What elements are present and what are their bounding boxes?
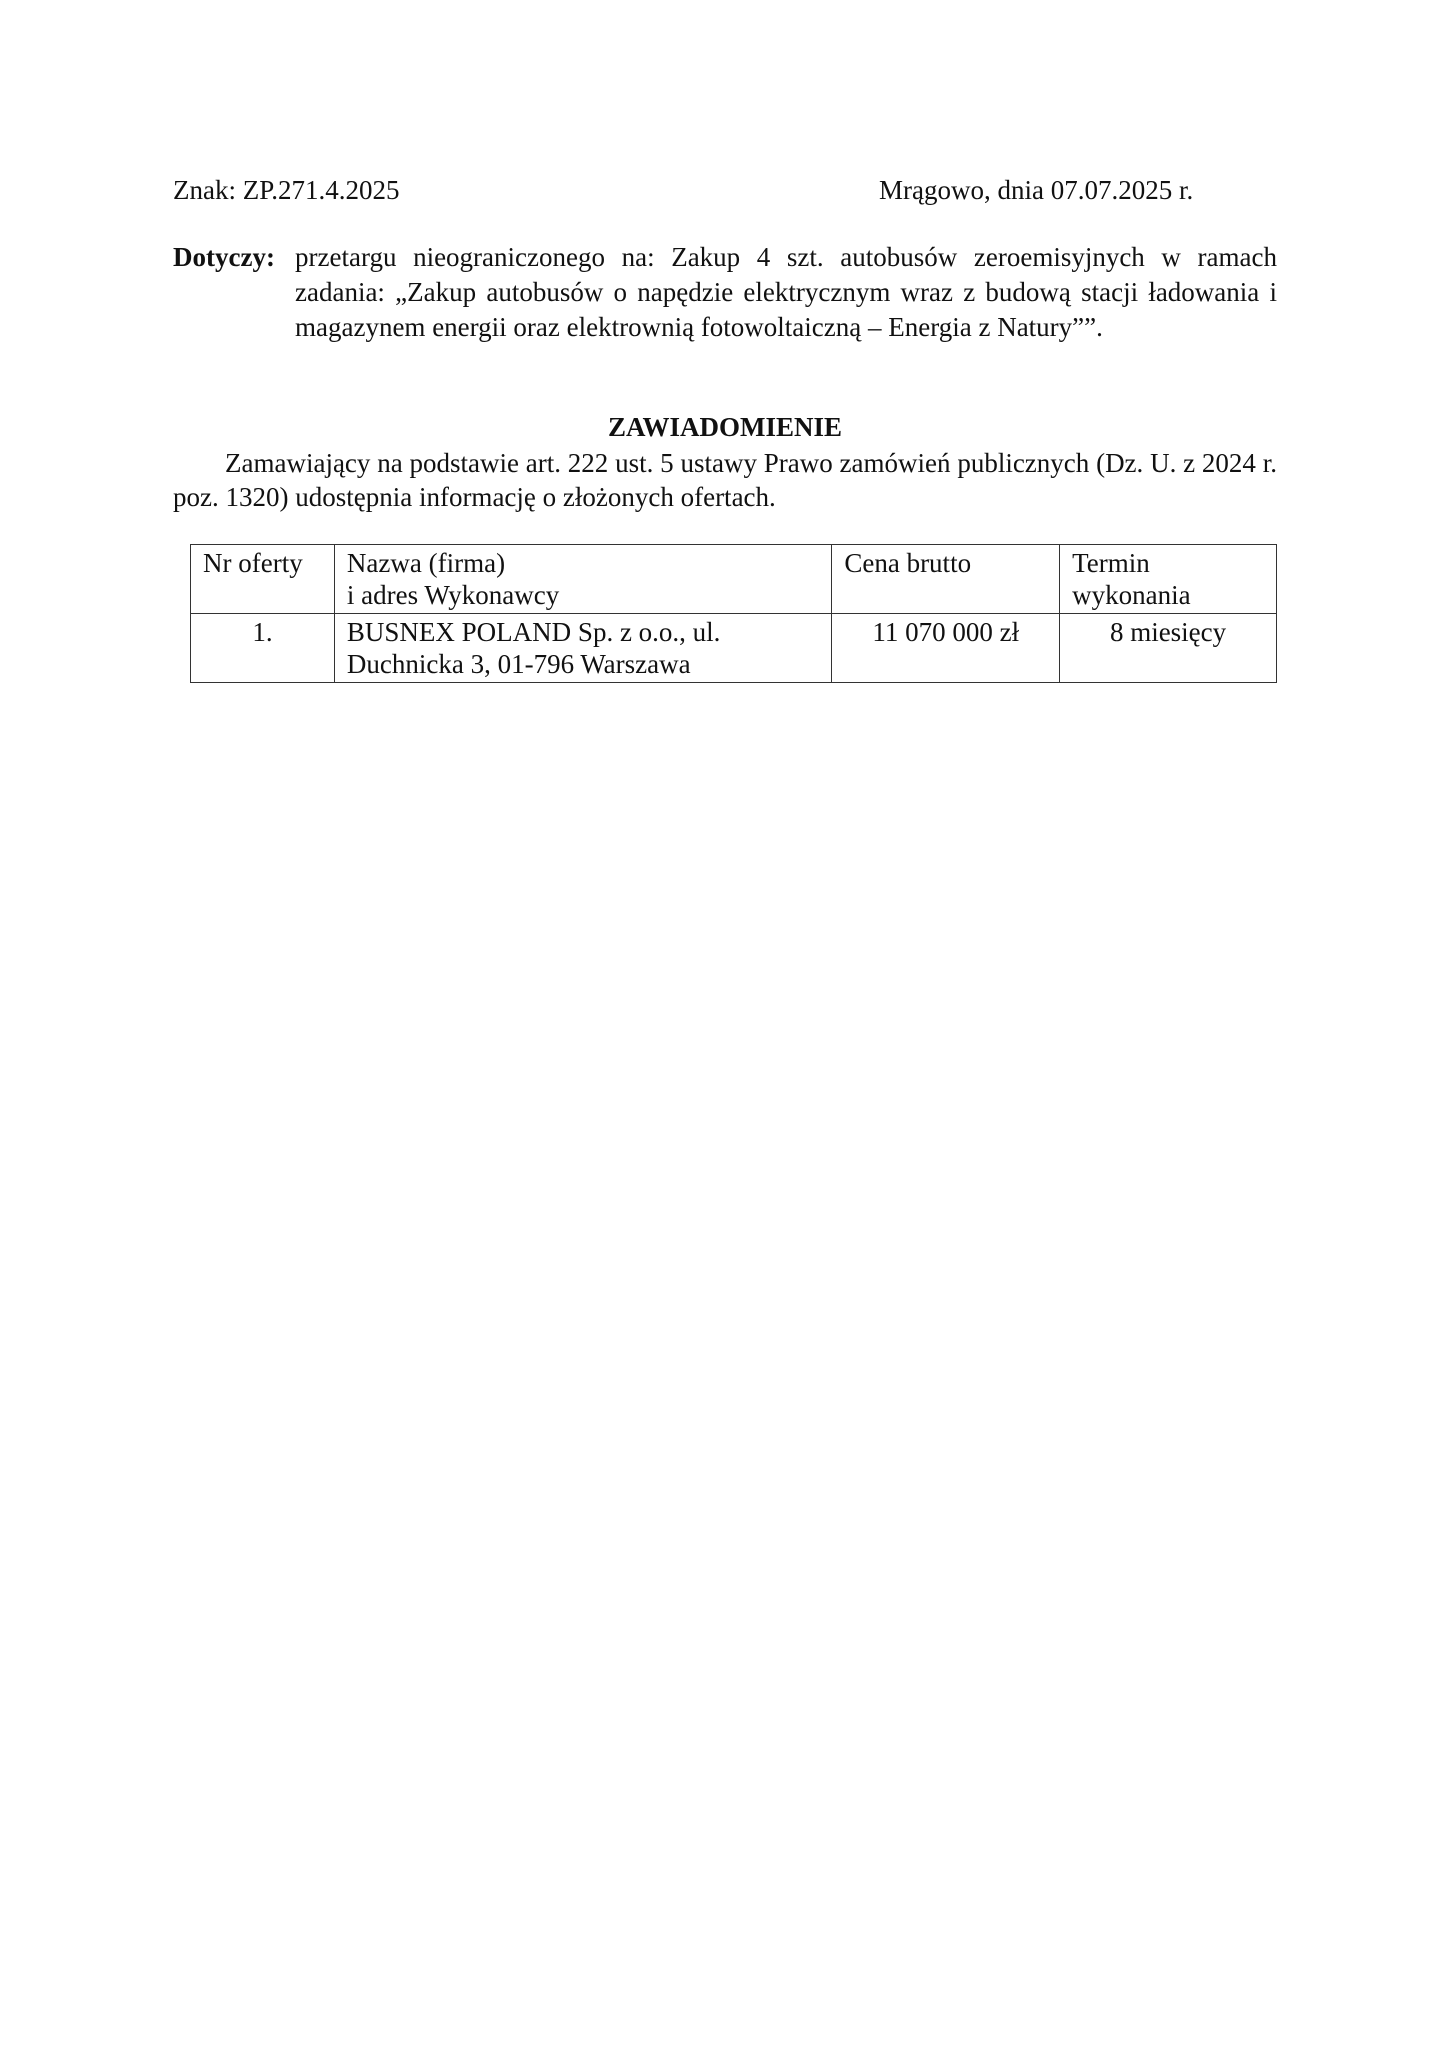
header-contractor-name <box>334 545 831 614</box>
header-completion-term-line1: Termin <box>1072 548 1150 578</box>
completion-term: 8 miesięcy <box>1060 614 1277 683</box>
subject-label: Dotyczy: <box>173 242 275 272</box>
notice-title: ZAWIADOMIENIE <box>607 412 843 442</box>
header-completion-term-line2: wykonania <box>1072 580 1191 610</box>
header-gross-price: Cena brutto <box>832 545 1060 614</box>
contractor-name-line2: Duchnicka 3, 01-796 Warszawa <box>346 649 691 679</box>
header-completion-term <box>1060 545 1277 614</box>
gross-price: 11 070 000 zł <box>832 614 1060 683</box>
contractor-name-address <box>334 614 831 683</box>
offers-table <box>190 544 1277 683</box>
reference-number: Znak: ZP.271.4.2025 <box>173 175 400 205</box>
place-and-date: Mrągowo, dnia 07.07.2025 r. <box>879 175 1194 205</box>
header-contractor-name-line2: i adres Wykonawcy <box>346 580 560 610</box>
header-contractor-name-line1: Nazwa (firma) <box>346 548 506 578</box>
header-offer-number: Nr oferty <box>191 545 335 614</box>
offer-number: 1. <box>191 614 335 683</box>
notice-body: Zamawiający na podstawie art. 222 ust. 5 ustawy Prawo zamówień publicznych (Dz. U. z 2024 r. poz. 1320) udostępnia informację o złożonych ofertach. <box>173 448 1277 512</box>
table-row <box>191 614 1277 683</box>
subject-section <box>173 240 1277 345</box>
contractor-name-line1: BUSNEX POLAND Sp. z o.o., ul. <box>346 617 721 647</box>
subject-text: przetargu nieograniczonego na: Zakup 4 szt. autobusów zeroemisyjnych w ramach zadania: „Zakup autobusów o napędzie elektrycznym wraz z budową stacji ładowania i magazynem energii oraz elektrownią fotowoltaiczną – Energia z Natury””. <box>295 242 1277 342</box>
table-header-row <box>191 545 1277 614</box>
